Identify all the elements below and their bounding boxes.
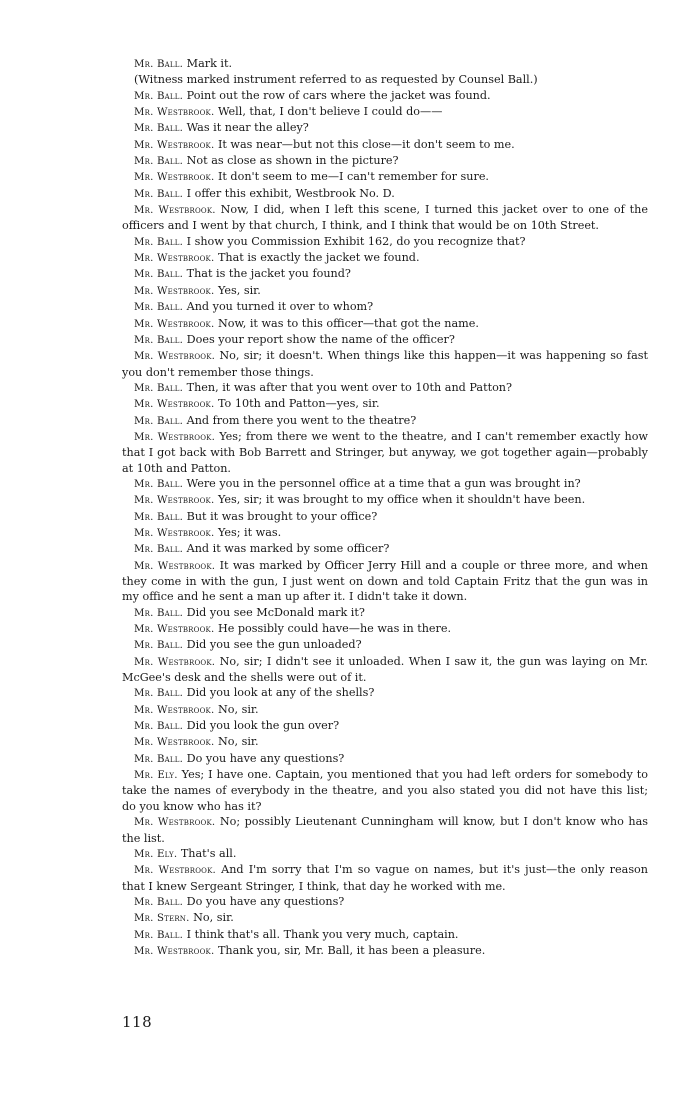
spoken-text: To 10th and Patton—yes, sir. xyxy=(217,397,380,411)
testimony-paragraph xyxy=(122,348,648,380)
testimony-body xyxy=(122,56,648,959)
testimony-paragraph xyxy=(122,910,648,926)
speaker-name: Mr. Westbrook. xyxy=(134,527,215,539)
testimony-paragraph xyxy=(122,637,648,653)
spoken-text: It was near—but not this close—it don't seem to me. xyxy=(217,137,515,151)
spoken-text: No, sir. xyxy=(217,735,259,749)
testimony-paragraph xyxy=(122,332,648,348)
spoken-text: It don't seem to me—I can't remember for sure. xyxy=(217,170,489,184)
speaker-name: Mr. Westbrook. xyxy=(134,399,215,411)
speaker-name: Mr. Ball. xyxy=(134,302,184,314)
speaker-name: Mr. Westbrook. xyxy=(134,285,215,297)
testimony-paragraph xyxy=(122,413,648,429)
spoken-text: Now, it was to this officer—that got the name. xyxy=(217,316,479,330)
speaker-name: Mr. Westbrook. xyxy=(134,865,216,877)
speaker-name: Mr. Ball. xyxy=(134,156,184,168)
speaker-name: Mr. Ball. xyxy=(134,382,184,394)
testimony-paragraph xyxy=(122,153,648,169)
spoken-text: Well, that, I don't believe I could do—— xyxy=(217,105,443,119)
spoken-text: Yes, sir; it was brought to my office when it shouldn't have been. xyxy=(217,493,586,507)
spoken-text: Then, it was after that you went over to 10th and Patton? xyxy=(186,380,513,394)
speaker-name: Mr. Westbrook. xyxy=(134,431,216,443)
speaker-name: Mr. Westbrook. xyxy=(134,737,215,749)
speaker-name: Mr. Ball. xyxy=(134,896,184,908)
spoken-text: I think that's all. Thank you very much, captain. xyxy=(186,927,459,941)
testimony-paragraph xyxy=(122,654,648,686)
speaker-name: Mr. Westbrook. xyxy=(134,560,216,572)
testimony-paragraph xyxy=(122,862,648,894)
spoken-text: Not as close as shown in the picture? xyxy=(186,154,399,168)
spoken-text: But it was brought to your office? xyxy=(186,509,378,523)
testimony-paragraph xyxy=(122,767,648,814)
speaker-name: Mr. Ball. xyxy=(134,688,184,700)
speaker-name: Mr. Westbrook. xyxy=(134,139,215,151)
spoken-text: No, sir; I didn't see it unloaded. When I saw it, the gun was laying on Mr. McGee's desk and the shells were out of it. xyxy=(122,654,649,685)
testimony-paragraph xyxy=(122,266,648,282)
speaker-name: Mr. Ball. xyxy=(134,90,184,102)
testimony-paragraph xyxy=(122,283,648,299)
testimony-paragraph xyxy=(122,846,648,862)
spoken-text: (Witness marked instrument referred to as requested by Counsel Ball.) xyxy=(134,73,538,87)
testimony-paragraph xyxy=(122,525,648,541)
spoken-text: Were you in the personnel office at a time that a gun was brought in? xyxy=(186,476,581,490)
testimony-paragraph xyxy=(122,685,648,701)
testimony-paragraph xyxy=(122,943,648,959)
spoken-text: No; possibly Lieutenant Cunningham will know, but I don't know who has the list. xyxy=(122,815,648,845)
speaker-name: Mr. Westbrook. xyxy=(134,945,215,957)
testimony-paragraph xyxy=(122,234,648,250)
testimony-paragraph xyxy=(122,734,648,750)
testimony-paragraph xyxy=(122,299,648,315)
testimony-paragraph xyxy=(122,605,648,621)
spoken-text: Yes, sir. xyxy=(217,283,261,297)
testimony-paragraph xyxy=(122,137,648,153)
spoken-text: He possibly could have—he was in there. xyxy=(217,622,452,636)
speaker-name: Mr. Ball. xyxy=(134,269,184,281)
speaker-name: Mr. Ball. xyxy=(134,511,184,523)
testimony-paragraph xyxy=(122,541,648,557)
spoken-text: Did you see McDonald mark it? xyxy=(186,605,365,619)
speaker-name: Mr. Ball. xyxy=(134,544,184,556)
spoken-text: Did you see the gun unloaded? xyxy=(186,638,362,652)
spoken-text: That's all. xyxy=(180,846,237,860)
testimony-paragraph xyxy=(122,250,648,266)
testimony-paragraph xyxy=(122,927,648,943)
speaker-name: Mr. Ball. xyxy=(134,929,184,941)
speaker-name: Mr. Westbrook. xyxy=(134,205,216,217)
testimony-paragraph xyxy=(122,72,648,87)
spoken-text: Point out the row of cars where the jacket was found. xyxy=(186,88,491,102)
speaker-name: Mr. Westbrook. xyxy=(134,817,216,829)
testimony-paragraph xyxy=(122,120,648,136)
testimony-paragraph xyxy=(122,88,648,104)
spoken-text: Did you look the gun over? xyxy=(186,719,340,733)
spoken-text: Was it near the alley? xyxy=(186,121,309,135)
spoken-text: I offer this exhibit, Westbrook No. D. xyxy=(186,186,395,200)
speaker-name: Mr. Ely. xyxy=(134,770,178,782)
spoken-text: Did you look at any of the shells? xyxy=(186,686,375,700)
testimony-paragraph xyxy=(122,186,648,202)
spoken-text: No, sir. xyxy=(193,911,234,925)
speaker-name: Mr. Ball. xyxy=(134,123,184,135)
spoken-text: Yes; it was. xyxy=(217,525,282,539)
speaker-name: Mr. Ball. xyxy=(134,415,184,427)
spoken-text: Mark it. xyxy=(186,57,233,70)
speaker-name: Mr. Westbrook. xyxy=(134,172,215,184)
speaker-name: Mr. Ball. xyxy=(134,188,184,200)
spoken-text: And you turned it over to whom? xyxy=(186,300,374,314)
testimony-paragraph xyxy=(122,316,648,332)
spoken-text: And from there you went to the theatre? xyxy=(186,413,417,427)
speaker-name: Mr. Ball. xyxy=(134,478,184,490)
spoken-text: Do you have any questions? xyxy=(186,751,345,765)
testimony-paragraph xyxy=(122,492,648,508)
spoken-text: And it was marked by some officer? xyxy=(186,542,390,556)
testimony-paragraph xyxy=(122,814,648,846)
spoken-text: Do you have any questions? xyxy=(186,894,345,908)
speaker-name: Mr. Ball. xyxy=(134,753,184,765)
speaker-name: Mr. Westbrook. xyxy=(134,318,215,330)
testimony-paragraph xyxy=(122,621,648,637)
speaker-name: Mr. Westbrook. xyxy=(134,624,215,636)
testimony-paragraph xyxy=(122,380,648,396)
speaker-name: Mr. Westbrook. xyxy=(134,107,215,119)
testimony-paragraph xyxy=(122,718,648,734)
speaker-name: Mr. Stern. xyxy=(134,913,190,925)
spoken-text: Yes; I have one. Captain, you mentioned that you had left orders for somebody to take the names of everybody in the theatre, and you also stated you did not have this list; do you know who has it? xyxy=(122,768,648,813)
spoken-text: No, sir. xyxy=(217,702,259,716)
testimony-paragraph xyxy=(122,894,648,910)
speaker-name: Mr. Westbrook. xyxy=(134,704,215,716)
testimony-paragraph xyxy=(122,558,648,605)
speaker-name: Mr. Ball. xyxy=(134,236,184,248)
speaker-name: Mr. Ball. xyxy=(134,334,184,346)
testimony-paragraph xyxy=(122,751,648,767)
spoken-text: Yes; from there we went to the theatre, and I can't remember exactly how that I got back with Bob Barrett and Stringer, but anyway, we got together again—probably at 10th and Patton. xyxy=(122,429,648,475)
spoken-text: And I'm sorry that I'm so vague on names, but it's just—the only reason that I knew Sergeant Stringer, I think, that day he worked with me. xyxy=(122,863,648,893)
testimony-paragraph xyxy=(122,396,648,412)
testimony-paragraph xyxy=(122,476,648,492)
testimony-paragraph xyxy=(122,509,648,525)
spoken-text: No, sir; it doesn't. When things like this happen—it was happening so fast you don't remember those things. xyxy=(122,349,648,379)
page-number: 118 xyxy=(122,1013,153,1031)
testimony-paragraph xyxy=(122,56,648,72)
speaker-name: Mr. Ball. xyxy=(134,640,184,652)
testimony-paragraph xyxy=(122,104,648,120)
spoken-text: Now, I did, when I left this scene, I turned this jacket over to one of the officers and I went by that church, I think, and I think that would be on 10th Street. xyxy=(122,203,648,233)
spoken-text: It was marked by Officer Jerry Hill and a couple or three more, and when they come in with the gun, I just went on down and told Captain Fritz that the gun was in my office and he sent a man up after it. I didn't take it down. xyxy=(122,558,649,604)
speaker-name: Mr. Westbrook. xyxy=(134,495,215,507)
speaker-name: Mr. Westbrook. xyxy=(134,253,215,265)
speaker-name: Mr. Ball. xyxy=(134,59,184,70)
speaker-name: Mr. Westbrook. xyxy=(134,656,216,668)
speaker-name: Mr. Westbrook. xyxy=(134,351,216,363)
spoken-text: Thank you, sir, Mr. Ball, it has been a pleasure. xyxy=(217,943,486,957)
spoken-text: That is exactly the jacket we found. xyxy=(217,251,420,265)
testimony-paragraph xyxy=(122,429,648,476)
speaker-name: Mr. Ely. xyxy=(134,848,178,860)
speaker-name: Mr. Ball. xyxy=(134,721,184,733)
speaker-name: Mr. Ball. xyxy=(134,607,184,619)
testimony-paragraph xyxy=(122,702,648,718)
testimony-paragraph xyxy=(122,202,648,234)
spoken-text: That is the jacket you found? xyxy=(186,267,351,281)
testimony-paragraph xyxy=(122,169,648,185)
spoken-text: Does your report show the name of the officer? xyxy=(186,332,455,346)
spoken-text: I show you Commission Exhibit 162, do you recognize that? xyxy=(186,234,526,248)
